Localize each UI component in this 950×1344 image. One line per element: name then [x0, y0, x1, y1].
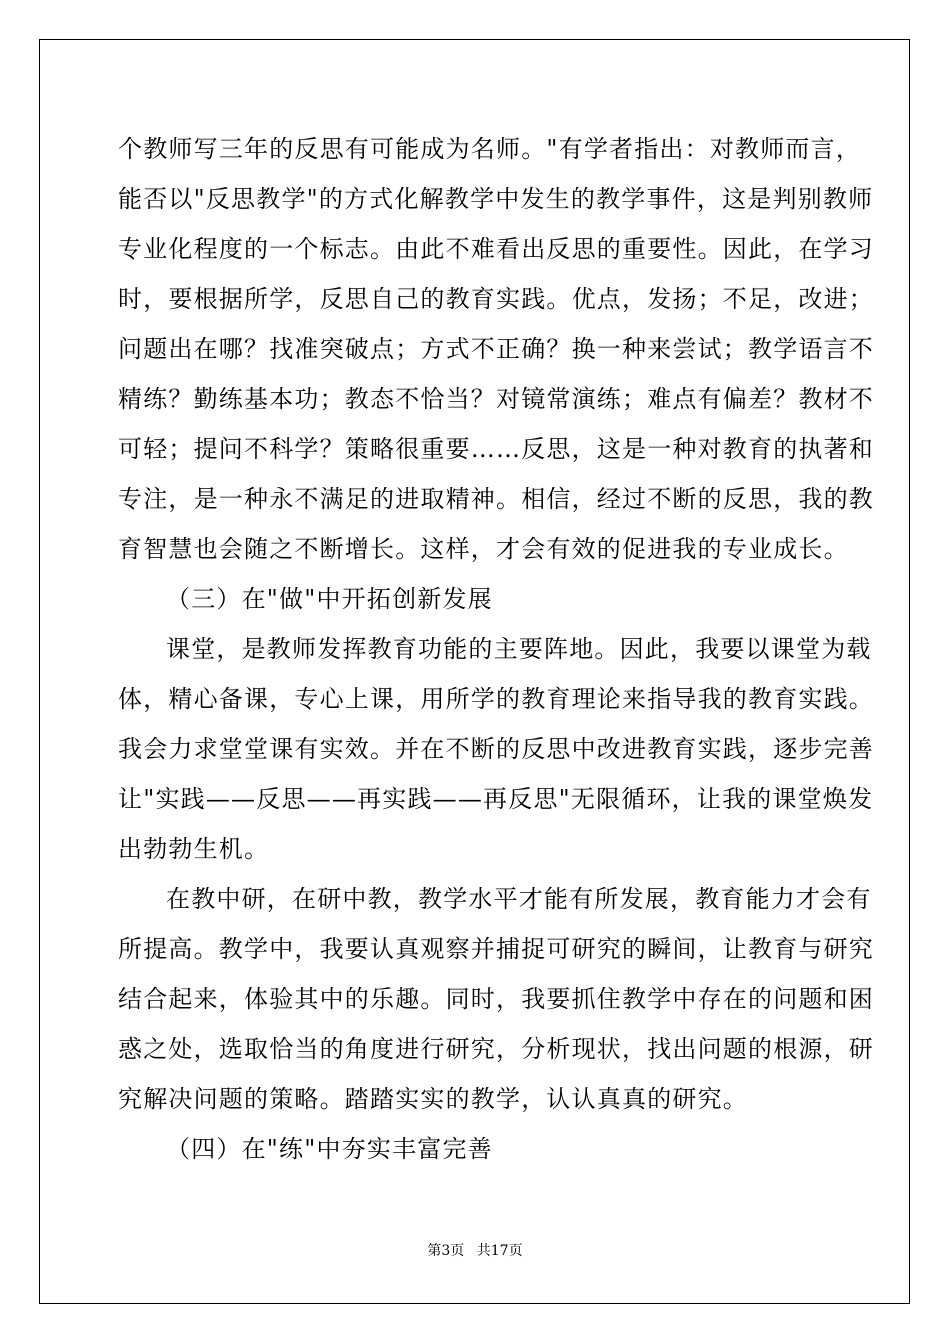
text-line: 我会力求堂堂课有实效。并在不断的反思中改进教育实践，逐步完善 [118, 735, 874, 763]
text-line: 在教中研，在研中教，教学水平才能有所发展，教育能力才会有 [166, 885, 872, 913]
text-line: 究解决问题的策略。踏踏实实的教学，认认真真的研究。 [118, 1085, 748, 1113]
section-heading: （四）在"练"中夯实丰富完善 [166, 1135, 493, 1163]
text-line: 让"实践——反思——再实践——再反思"无限循环，让我的课堂焕发 [118, 785, 874, 813]
text-line: 结合起来，体验其中的乐趣。同时，我要抓住教学中存在的问题和困 [118, 985, 874, 1013]
text-line: 所提高。教学中，我要认真观察并捕捉可研究的瞬间，让教育与研究 [118, 935, 874, 963]
text-line: 课堂，是教师发挥教育功能的主要阵地。因此，我要以课堂为载 [166, 635, 872, 663]
text-line: 问题出在哪？找准突破点；方式不正确？换一种来尝试；教学语言不 [118, 335, 874, 363]
text-line: 专业化程度的一个标志。由此不难看出反思的重要性。因此，在学习 [118, 235, 874, 263]
text-line: 惑之处，选取恰当的角度进行研究，分析现状，找出问题的根源，研 [118, 1035, 874, 1063]
text-line: 体，精心备课，专心上课，用所学的教育理论来指导我的教育实践。 [118, 685, 874, 713]
text-line: 精练？勤练基本功；教态不恰当？对镜常演练；难点有偏差？教材不 [118, 385, 874, 413]
text-line: 出勃勃生机。 [118, 835, 270, 863]
text-line: 可轻；提问不科学？策略很重要……反思，这是一种对教育的执著和 [118, 435, 874, 463]
page-number: 第3页 [427, 1243, 465, 1259]
page-footer [0, 1241, 950, 1261]
text-line: 时，要根据所学，反思自己的教育实践。优点，发扬；不足，改进； [118, 285, 874, 313]
section-heading: （三）在"做"中开拓创新发展 [166, 585, 493, 613]
text-line: 专注，是一种永不满足的进取精神。相信，经过不断的反思，我的教 [118, 485, 874, 513]
text-line: 能否以"反思教学"的方式化解教学中发生的教学事件，这是判别教师 [118, 185, 874, 213]
text-line: 育智慧也会随之不断增长。这样，才会有效的促进我的专业成长。 [118, 535, 849, 563]
text-line: 个教师写三年的反思有可能成为名师。"有学者指出：对教师而言， [118, 135, 862, 163]
page-total: 共17页 [476, 1243, 523, 1259]
page-border [39, 39, 910, 1304]
